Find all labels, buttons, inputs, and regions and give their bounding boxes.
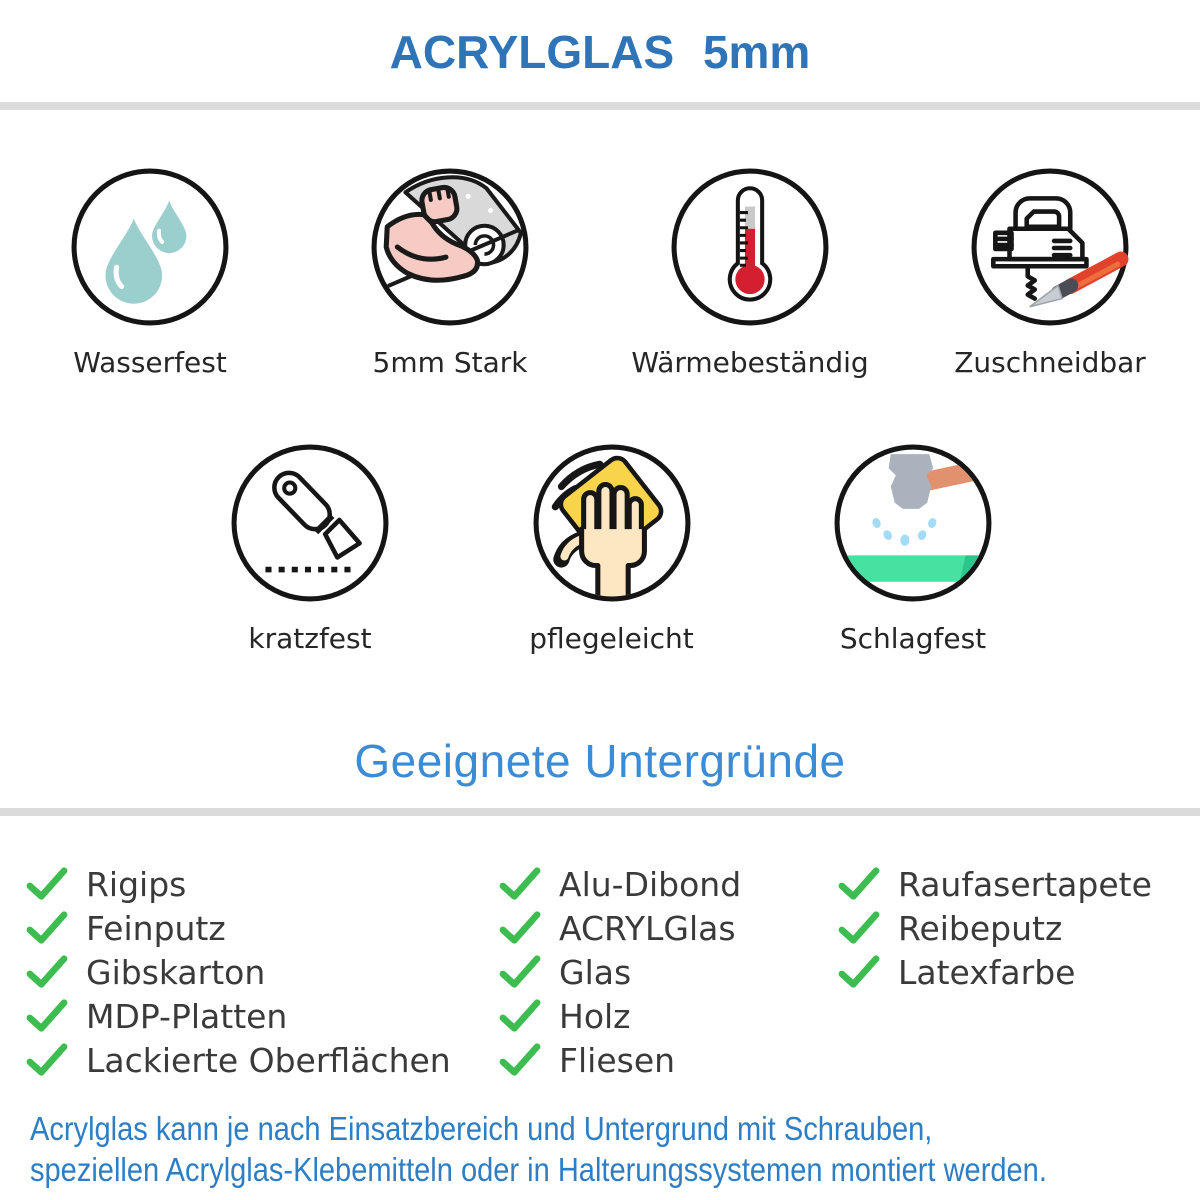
water-drops-icon xyxy=(69,166,231,328)
feature-label: pflegeleicht xyxy=(529,622,694,655)
substrate-label: Alu-Dibond xyxy=(559,864,742,904)
mounting-note-line-1: Acrylglas kann je nach Einsatzbereich und Untergrund mit Schrauben, xyxy=(30,1110,933,1147)
feature-zuschneidbar xyxy=(900,166,1200,380)
check-icon xyxy=(25,1041,69,1079)
hammer-icon xyxy=(832,442,994,604)
substrate-item xyxy=(25,950,498,994)
check-icon xyxy=(837,909,881,947)
mounting-note-line-2: speziellen Acrylglas-Klebemitteln oder in Halterungssystemen montiert werden. xyxy=(30,1151,1047,1188)
check-icon xyxy=(498,953,542,991)
substrates-column-2 xyxy=(498,862,837,1082)
feature-5mm-stark xyxy=(300,166,600,380)
substrate-label: Gibskarton xyxy=(86,952,266,992)
substrate-item xyxy=(25,1038,498,1082)
feature-kratzfest xyxy=(185,442,435,656)
substrate-item xyxy=(25,906,498,950)
feature-row-1 xyxy=(0,166,1200,380)
substrate-label: Fliesen xyxy=(559,1040,676,1080)
substrates-column-3 xyxy=(837,862,1200,1082)
substrate-item xyxy=(498,994,837,1038)
feature-label: Wasserfest xyxy=(73,346,227,379)
feature-label: Schlagfest xyxy=(839,622,987,655)
feature-pflegeleicht xyxy=(487,442,737,656)
feature-wasserfest xyxy=(0,166,300,380)
substrate-item xyxy=(837,906,1200,950)
substrate-label: Raufasertapete xyxy=(898,864,1152,904)
check-icon xyxy=(498,909,542,947)
substrate-label: Feinputz xyxy=(86,908,226,948)
substrate-item xyxy=(25,994,498,1038)
feature-schlagfest xyxy=(788,442,1038,656)
section-title: Geeignete Untergründe xyxy=(354,735,846,787)
substrate-label: Rigips xyxy=(86,864,187,904)
check-icon xyxy=(25,865,69,903)
check-icon xyxy=(25,909,69,947)
substrate-item xyxy=(498,950,837,994)
mounting-note xyxy=(30,1108,1060,1190)
substrates-list xyxy=(0,862,1200,1082)
page-title: ACRYLGLAS 5mm xyxy=(389,26,811,78)
feature-label: kratzfest xyxy=(248,622,372,655)
substrate-label: Lackierte Oberflächen xyxy=(86,1040,451,1080)
feature-label: Zuschneidbar xyxy=(954,346,1146,379)
cleaning-hand-icon xyxy=(531,442,693,604)
substrate-label: Glas xyxy=(559,952,632,992)
substrate-label: ACRYLGlas xyxy=(559,908,736,948)
substrate-item xyxy=(837,950,1200,994)
check-icon xyxy=(498,997,542,1035)
substrate-label: Holz xyxy=(559,996,631,1036)
check-icon xyxy=(25,997,69,1035)
substrates-column-1 xyxy=(25,862,498,1082)
feature-label: Wärmebeständig xyxy=(631,346,869,379)
check-icon xyxy=(837,865,881,903)
substrate-item xyxy=(498,862,837,906)
substrate-item xyxy=(25,862,498,906)
divider-top xyxy=(0,102,1200,110)
substrate-label: MDP-Platten xyxy=(86,996,288,1036)
jigsaw-icon xyxy=(969,166,1131,328)
check-icon xyxy=(837,953,881,991)
feature-waermebestaendig xyxy=(600,166,900,380)
thermometer-icon xyxy=(669,166,831,328)
check-icon xyxy=(498,1041,542,1079)
substrate-item xyxy=(837,862,1200,906)
utility-knife-icon xyxy=(229,442,391,604)
divider-bottom xyxy=(0,808,1200,816)
substrate-label: Reibeputz xyxy=(898,908,1063,948)
check-icon xyxy=(25,953,69,991)
check-icon xyxy=(498,865,542,903)
muscle-arm-icon xyxy=(369,166,531,328)
substrate-item xyxy=(498,1038,837,1082)
feature-row-2 xyxy=(0,442,1200,656)
substrate-label: Latexfarbe xyxy=(898,952,1076,992)
substrate-item xyxy=(498,906,837,950)
feature-label: 5mm Stark xyxy=(372,346,528,379)
